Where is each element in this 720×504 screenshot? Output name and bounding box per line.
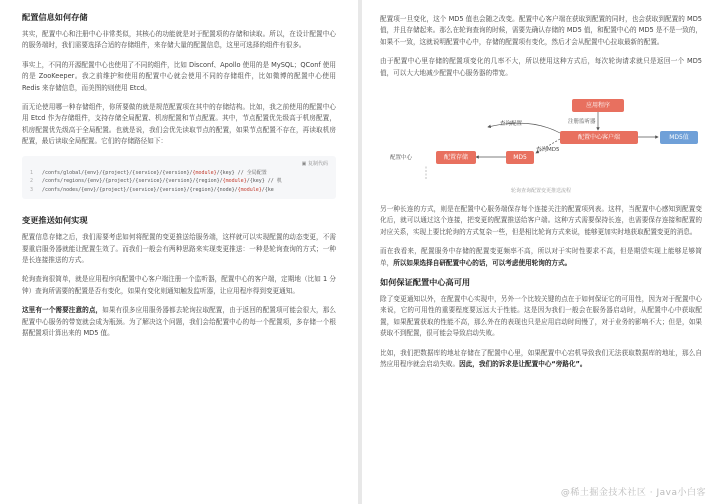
section-heading-ha: 如何保证配置中心高可用: [380, 277, 471, 288]
paragraph: 除了变更通知以外，在配置中心实现中，另外一个比较关键的点在于如何保证它的可用性，因为对于配置中心来说，它的可用性的重要程度要远远大于性能。这是因为我们一般会在服务器启动时，从配置中心中获取配置，如果配置获取的性能不高，那么外在的表现也只是应用启动时间慢了，对于业务的影响不大；但是，如果获取不到配置，很可能会导致启动失败。: [380, 295, 702, 338]
section-heading-storage: 配置信息如何存储: [22, 12, 88, 22]
paragraph: 配置项一旦变化，这个 MD5 值也会随之改变。配置中心客户端在获取到配置的同时，也会获取到配置的 MD5 值，并且存储起来。那么在轮询查询的时候，需要先确认存储的 MD5 值，和配置中心的 MD5 是不是一致的，如果不一致，这就说明配置中心中，存储的配置项有变化，然后才会从配置中心拉取最新的配置。: [380, 15, 702, 46]
code-line: 3 /confs/nodes/{env}/{project}/{service}/{version}/{region}/{node}/{module}/{ke: [30, 186, 274, 193]
code-line: 2 /confs/regions/{env}/{project}/{service}/{version}/{region}/{module}/{key} // 机: [30, 178, 282, 185]
polling-diagram: [380, 87, 702, 183]
paragraph: 而无论使用哪一种存储组件，你所要做的就是规范配置项在其中的存储结构。比如，我之前使用的配置中心用 Etcd 作为存储组件，支持存储全局配置、机房配置和节点配置。其中，节点配置优先级高于机房配置，机房配置优先级高于全局配置。也就是说，我们会优先读取节点的配置，如果节点配置不存在，再读取机房配置，最后读取全局配置。它们的存储路径如下：: [22, 103, 336, 146]
app-box: 应用程序: [572, 99, 624, 112]
paragraph: 比如，我们把数据库的地址存储在了配置中心里，如果配置中心宕机导致我们无法获取数据库的地址，那么自然应用程序就会启动失败。因此，我们的诉求是让配置中心“旁路化”。: [380, 348, 702, 369]
query-md5-label: 查询MD5: [536, 147, 560, 154]
code-block: [22, 156, 336, 200]
paragraph: 轮询查询很简单，就是应用程序向配置中心客户端注册一个监听器，配置中心的客户端，定期地（比如 1 分钟）查询所需要的配置是否有变化，如果有变化则通知触发监听器，让应用程序得到变更通知。: [22, 275, 336, 295]
client-box: 配置中心客户端: [560, 131, 638, 144]
diagram-arrows: [380, 87, 702, 183]
register-label: 注册监听器: [568, 119, 596, 126]
query-label: 查询配置: [500, 121, 523, 128]
md5-box: MD5: [506, 151, 534, 164]
section-heading-push: 变更推送如何实现: [22, 215, 88, 226]
paragraph: 配置信息存储之后，我们需要考虑如何将配置的变更推送给服务端，这样就可以实现配置的动态变更，不需要重启服务器就能让配置生效了。而我们一般会有两种思路来实现变更推送：一种是轮询查询的方式；一种是长连接推送的方式。: [22, 233, 336, 264]
copy-code-button[interactable]: ▣ 复制代码: [301, 160, 328, 167]
client-md5-box: MD5值: [660, 131, 698, 144]
paragraph: 另一种长连的方式，则是在配置中心服务端保存每个连接关注的配置项列表。这样，当配置中心感知到配置变化后，就可以通过这个连接，把变更的配置推送给客户端。这种方式需要保持长连，也需要保存连接和配置的对应关系，实现上要比轮询的方式复杂一些，但是相比轮询方式来说，能够更加实时地获取配置变更的消息。: [380, 205, 702, 236]
paragraph: 这里有一个需要注意的点，如果有很多应用服务器都去轮询拉取配置，由于返回的配置项可能会很大，那么配置中心服务的带宽就会成为瓶颈。为了解决这个问题，我们会给配置中心的每一个配置项，多存储一个根据配置项计算出来的 MD5 值。: [22, 306, 337, 337]
right-page: [362, 0, 720, 504]
paragraph: 而在我看来，配置服务中存储的配置变更频率不高，所以对于实时性要求不高，但是期望实现上能够足够简单，所以如果选择自研配置中心的话，可以考虑使用轮询的方式。: [380, 247, 702, 267]
config-center-label: 配置中心: [390, 155, 413, 162]
diagram-caption: 轮询查询配置变更推送流程: [510, 188, 571, 195]
paragraph: 由于配置中心里存储的配置项变化的几率不大，所以使用这种方式后，每次轮询请求就只是返回一个 MD5 值，可以大大地减少配置中心服务器的带宽。: [380, 57, 702, 77]
paragraph: 事实上，不同的开源配置中心也使用了不同的组件，比如 Disconf、Apollo 使用的是 MySQL；QConf 使用的是 ZooKeeper。我之前维护和使用的配置中心就会使用不同的存储组件，比如微博的配置中心使用 Redis 来存储信息，而美图的则使用 Etcd。: [22, 60, 336, 92]
code-line: 1 /confs/global/{env}/{project}/{service}/{version}/{module}/{key} // 全局配置: [30, 169, 267, 176]
store-box: 配置存储: [436, 151, 476, 164]
watermark: @稀土掘金技术社区 · Java小白客: [560, 488, 706, 498]
left-page: [0, 0, 358, 504]
paragraph: 其实，配置中心和注册中心非常类似，其核心的功能就是对于配置项的存储和读取。所以，在设计配置中心的服务端时，我们需要选择合适的存储组件，来存储大量的配置信息，这里可选择的组件有很多。: [22, 30, 336, 50]
